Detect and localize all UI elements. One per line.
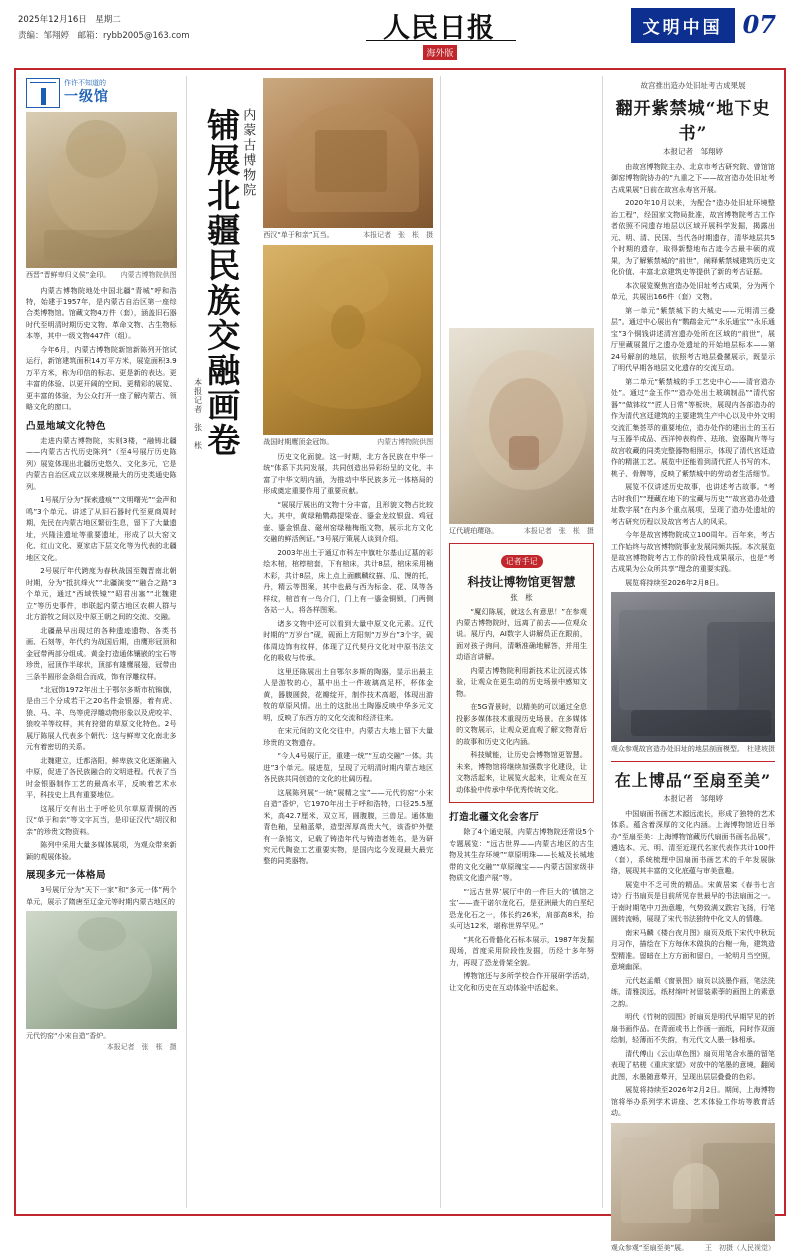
paper-badge: 海外版 (423, 45, 456, 60)
section-header (631, 8, 782, 43)
figure-caption-4-text: 战国时期鹰顶金冠饰。 (263, 437, 334, 446)
figure-credit-4: 内蒙古博物院供图 (377, 437, 434, 446)
paragraph: 第一单元“紫禁城下的大城史——元明清三叠层”。通过中心展出有“鹦鹉金元”“永乐通宝”“永乐通宝”3个铜钱讲述清宫遗办处所在区域的“前世”，展厅里藏展置厅之遗办处遗址的开始地层标本——第24号解剖的地层，依照考古地层叠摞展示，既显示了明代早期各地层文化遗存的交流互动。 (610, 305, 776, 373)
article2-title: 翻开紫禁城“地下史书” (615, 99, 771, 144)
left-body-2 (26, 435, 177, 862)
column-right (606, 74, 780, 1252)
masthead-date: 2025年12月16日 星期二 (18, 15, 121, 25)
column-center (259, 74, 437, 1210)
figure-caption-2 (26, 1031, 177, 1051)
photo-gold-crown (263, 245, 433, 435)
paragraph: 2020年10月以来，为配合“造办处旧址环境整治工程”，经国家文物局批准，故宫博物院考古工作者依照不同遗存地层以区域开展科学发掘，揭露出元、明、清、民国、当代各时期遗存，清华地层共5个时期的遗存，取得新整地布古迹今古最丰硕的成果，为了解紫禁城的“前世”，阐释紫禁城建筑历史文化价值、丰富北京建筑史等提供了新的考古证据。 (610, 198, 776, 277)
paragraph: 这展厅交有出土于呼伦贝尔草原青铜的西汉“单于和亲”等文字瓦当，是印证汉代“胡汉和亲”的珍贵文物资料。 (26, 803, 177, 836)
paragraph: 北疆最早出现过的各种遗迹遗物、各类书画、石刻等，年代约为战国后期，由鹰形冠顶和金冠带两部分组成。黄金打造通体镶嵌的宝石等珍贵，冠顶作半球状，顶部有雄鹰展翅，冠带由三条半圆形金条组合而成，饰有浮雕纹样。 (26, 625, 177, 681)
paragraph: 展览不仅讲述历史故事，也讲述考古故事。“考古时我们”“理藏在地下的宝藏与历史”“故宫造办处遗址数字展”在内多个重点展项，呈现了造办处遗址的考古研究历程以及故宫考古人的风采。 (610, 482, 776, 526)
figure-caption-3-text: 西汉“单于和亲”瓦当。 (263, 231, 334, 239)
paragraph: 今年是故宫博物院成立100周年。百年来，考古工作始终与故宫博物院事业发展同频共振。本次展览是故宫博物院考古工作的阶段性成果展示，也是“考古成果为公众所共享”理念的重要实践。 (610, 530, 776, 574)
left-body-3 (26, 884, 177, 907)
paragraph: 中国扇面书画艺术源远流长，形成了独特的艺术体系。蕴含着深厚的文化内涵。上海博物馆近日举办“至扇至美：上海博物馆藏历代扇面书画名品展”，遴选本、元、明、清至近现代名家代表作共计100件（套），系统梳理中国扇面书画艺术的千年发展脉络，展现其丰富的文化底蕴与审美意趣。 (610, 808, 776, 876)
photo-yuan-censer (26, 911, 177, 1029)
figure-credit-2: 本报记者 张 枨 摄 (106, 1042, 177, 1051)
reporter-note-box (449, 543, 594, 804)
paragraph: 今年6月，内蒙古博物院新馆新陈列开馆试运行，新馆建筑面积14万平方米，展览面积3.9万平方米，称为印信的标志、更是新的表达。更丰富的体验、以更开阔的空间、更精彩的展览、更丰富的体验，为公众打开一座了解内蒙古、领略文化的窗口。 (26, 344, 177, 412)
paragraph: 博物馆还与多所学校合作开展研学活动，让文化和历史在互动体验中活起来。 (449, 971, 594, 992)
column-4 (444, 74, 599, 1210)
paragraph: 北魏建立，迁都洛阳，鲜卑族文化逐渐融入中原，促进了各民族融合的文明进程。代表了当时金银器制作工艺的最高水平，反映着艺术水平，科技史上具有重要地位。 (26, 755, 177, 800)
note-tag: 记者手记 (501, 555, 543, 568)
photo-amber-necklace (449, 328, 594, 524)
paragraph: 展览中不乏可贵的精品。宋黄居寀《春书七言诗》行书扇页是目前所见存世最早的书法扇面之一。于南时期笔中刀劲意趣，气势致满又跌宕飞扬，行笔圆转流畅，展现了宋代书法独特中化文人的情趣。 (610, 879, 776, 924)
paragraph: 2003年出土于通辽市科左中旗吐尔基山辽墓的彩绘木棺，棺椁棺套，下有棺床，共计8层，棺床采用楠木彩，共计8层，床上点上面麒麟纹描、瓜、馒的托，丹，精云等图案，其中也最与西为标金、花、凤等各样纹，棺首有一鸟介门，门上有一鎏金铜锁，门两侧各站一人，将各样图案。 (263, 547, 434, 615)
figure-credit-7: 王 初摄（人民视觉） (705, 1243, 776, 1252)
figure-caption-1 (26, 270, 177, 281)
col4-body (449, 826, 594, 993)
note-body (456, 606, 587, 796)
paper-name: 人民日报 (383, 13, 495, 44)
figure-caption-6-text: 观众参观故宫造办处旧址的地层剖面模型。 (610, 745, 744, 754)
paragraph: 这展陈列展“一统”展精之宝”——元代钧窑“小宋自造”香炉，它1970年出土于呼和浩特，口径25.5厘米，高42.7厘米，双立耳，圆腹腹，三兽足。通体施青色釉，呈釉蓝晕，造型浑厚高贵大气，该香炉外壁有一条铭文，记载了铸造年代与铸造者姓名，是为研究元代陶瓷工艺重要实物，是国内迄今发现最大最完整的同类器物。 (263, 787, 434, 866)
paragraph: 明代《竹树的园图》折扇页是明代早期罕见的折扇书画作品。在青面或书上作画一面纸，同时作双面绘制，轻薄而不失韵，有元代文人墨一脉相承。 (610, 1012, 776, 1045)
logo-main-text: 一级馆 (64, 89, 109, 106)
paragraph: 在宋元间的文化交往中，内蒙古大地上留下大量珍贵的文物遗存。 (263, 726, 434, 747)
paragraph: “今人4号展厅正，重建一统”“互动交融”一体。共进”3个单元。展进览，呈现了元明清时期内蒙古地区各民族共同创造的文化的壮阔历程。 (263, 751, 434, 784)
divider (186, 76, 187, 1208)
paragraph: 元代赵孟頫《窗景图》扇页以淡墨作画，笔法洗练，清雅淡远，纸材绵叶衬留装素荸的画图上的素意之韵。 (610, 975, 776, 1008)
paragraph: 由故宫博物院主办、北京市考古研究院、曾馆馆御窑博物院协办的“九重之下——故宫造办处旧址考古成果展”日前在故宫永寿宫开展。 (610, 162, 776, 194)
paragraph: 本次展览聚焦宫造办处旧址考古成果，分为两个单元，共展出166件（套）文物。 (610, 280, 776, 302)
subhead-3: 打造北疆文化会客厅 (449, 812, 540, 824)
photo-han-tile (263, 78, 433, 228)
masthead (14, 0, 786, 58)
article3-body (611, 808, 775, 1119)
paragraph: 1号展厅分为“探索遗痕”“文明曙光”“金声和鸣”3个单元。讲述了从旧石器时代至夏商周时期，先民在内蒙古地区繁衍生息，留下了大量遗址，兴隆洼遗址等重要遗址，形成了以大窑文化、红山文化、夏家店下层文化等为代表的北疆地区文化。 (26, 495, 177, 562)
paragraph: 展览将持续至2026年2月8日。 (625, 577, 724, 587)
paragraph: 内蒙古博物院地处中国北疆“青城”呼和浩特，始建于1957年，是内蒙古自治区第一座综合类博物馆。馆藏文物4万件（套），涵盖旧石器时代至明清时期历史文物、革命文物、古生物标本等，其中一级文物447件（组）。 (26, 285, 177, 341)
note-byline: 张 枨 (510, 592, 533, 602)
article2-byline: 本报记者 邹翔婷 (662, 147, 723, 156)
subhead-1: 凸显地域文化特色 (26, 420, 107, 432)
paragraph: “魔幻陈展，就这么有意思！”在参观内蒙古博物院时，远离了前去——位观众说。展厅内，AI数字人讲解员正在跟前，面对孩子询问，清晰准确地解答，并用生动语言讲解。 (456, 606, 587, 662)
center-body (263, 451, 433, 867)
figure-caption-1-text: 西晋“晋鲜卑归义侯”金印。 (26, 271, 111, 279)
content-frame (14, 68, 786, 1252)
paragraph: 诸多文物中还可以看到大量中原文化元素。辽代时期的“万岁台”砚，砚面上方阳刻“万岁台”3个字，砚体周边饰有纹样，体现了辽代契丹文化对中原书法文化的吸收与传承。 (263, 618, 434, 663)
figure-caption-6 (611, 744, 775, 755)
figure-caption-7 (611, 1243, 775, 1253)
left-body (26, 285, 177, 413)
figure-caption-5-text: 辽代琥珀璎珞。 (449, 527, 499, 535)
photo-fan-exhibition (611, 1123, 775, 1241)
paragraph: 走进内蒙古博物院，实则3楼，“融铸北疆——内蒙古古代历史陈列”（至4号展厅历史陈列）展览体现出北疆历史悠久、文化多元，它是内蒙古自治区成立以来规模最大的历史类通史陈列。 (26, 435, 177, 491)
paragraph: “北冠饰1972年出土于鄂尔多斯市杭锦旗，是由三个分成若干之20名件金银器，着有虎、狼、马、羊、鸟等虎浮雕动物形象以及虎咬羊、狼咬羊等纹样，其有狩猎的草原文化特色。2号展厅陈展人代表多个朝代：这与鲜卑文化南北多元有着密切的关系。 (26, 685, 177, 752)
paragraph: “展展厅展出的文物十分丰富，且形貌文物占比较大。其中，黄绿釉鹦鹉提梁壶、鎏金龙纹银盘、鸡冠壶、鎏金银盘、磁州窑绿釉梅瓶文物，展示北方文化交融的鲜活例证。”3号展厅策展人谈到介绍。 (263, 499, 434, 544)
divider (602, 76, 603, 1208)
article3-title: 在上博品“至扇至美” (614, 770, 772, 790)
column-headline (190, 74, 260, 1210)
photo-gold-seal (26, 112, 177, 268)
paragraph: 除了4个通史展，内蒙古博物院还常设5个专题展览：“远古世界——内蒙古地区的古生物及其生存环境”“草原明珠——长城及长城地带的文化交融”“草原瑰宝——内蒙古国家级非物质文化遗产展”等。 (449, 827, 594, 883)
masthead-contact: 责编：邹翔婷 邮箱：rybb2005@163.com (18, 31, 190, 42)
figure-caption-4 (263, 437, 433, 448)
article2-body (611, 161, 775, 588)
page-number: 07 (735, 8, 782, 43)
section-badge: 文明中国 (631, 8, 735, 43)
paragraph: “其化石骨骼化石标本展示，1987年发掘现场，首度采用阶段性发掘，历经十多年努力，再现了恐龙骨架全貌。 (449, 934, 594, 967)
section-rule (611, 761, 775, 762)
headline-byline: 本报记者 张 枨 (193, 378, 203, 450)
figure-credit-6: 杜建坡摄 (747, 745, 776, 754)
first-class-museum-logo (26, 78, 177, 108)
paragraph: 清代傅山《云山草色图》扇页用笔含水墨的留笔表现了枯槎《重庆家望》对放中的笔墨的意境，翻阅此图，水墨随意晕开，呈现出层层叠叠的色彩。 (610, 1048, 776, 1081)
headline-title: 铺展北疆民族交融画卷 (202, 108, 242, 458)
paragraph: 历史文化面貌。这一时期，北方各民族在中华一统“体系下共同发展，共同创造出异彩纷呈的文化，丰富了中华文明内涵，为推动中华民族多元一体格局的形成奠定重要作用了重要贡献。 (263, 452, 434, 496)
paragraph: 科技赋能，让历史会博物馆更智慧。未来，博物馆将继续加强数字化建设，让文物活起来，让展览火起来，让观众在互动体验中传承中华优秀传统文化。 (456, 750, 587, 794)
figure-caption-2-text: 元代钧窑“小宋自造”香炉。 (26, 1032, 111, 1041)
paragraph: 第二单元“紫禁城的手工艺史中心——清官造办处”。通过“金玉作”“造办处出土玻璃制品”“清代窑器”“做钵纹”“匠人日常”等板块，展现内各部造办的作为清代宫廷建筑的主要建筑生产中心以及中外文明交流汇集荟萃的重要地位，造办处作的建出土的玉石与玉器半成品、西洋钟表构件、珐琅、瓷器陶片等与故宫收藏的同类完整器物相照示，体现了清代宫廷造作的精湛工艺。展览中还能看到清代匠人书写的木、桃子、骨牌等，反映了紫禁城中的劳动者生活细节。 (610, 376, 776, 478)
article2-kicker: 故宫推出造办处旧址考古成果展 (640, 81, 746, 90)
paragraph: 在5G背景时，以精美的可以通过全息投影多媒体技术重现历史场景。在多媒体的文物展示，让观众更直观了解文物背后的故事和历史文化内涵。 (456, 702, 587, 746)
paragraph: 陈列中采用大量多媒体展项，为观众带来新颖的观展体验。 (26, 840, 177, 861)
column-left (20, 74, 183, 1210)
paper-logo (369, 6, 509, 66)
masthead-meta (18, 12, 190, 44)
photo-exhibition-hall (611, 592, 775, 742)
divider (440, 76, 441, 1208)
paragraph: 这里还陈展出土自鄂尔多斯的陶器，显示出最主人是游牧的心，墓中出土一件玻璃高足杯，杯体金黄，器腹圆鼓，花瓣绽开，制作技术高超，体现出游牧的草原风情。出土的这批出土陶器反映中华多元文明，反映了东西方的文化交流和经济往来。 (263, 666, 434, 722)
figure-caption-5 (449, 526, 594, 537)
figure-credit-5: 本报记者 张 枨 摄 (523, 527, 594, 535)
paragraph: 内蒙古博物院利用新技术让沉浸式体验，让观众在更生动的历史场景中感知文物。 (456, 665, 587, 698)
paragraph: “‘远古世界’展厅中的一件巨大的‘镇馆之宝’——查干诺尔龙化石，是亚洲最大的白垩纪恐龙化石之一，体长约26米，肩部高8米，抬头可达12米，堪称世界罕见。” (449, 886, 594, 931)
figure-caption-3 (263, 230, 433, 241)
museum-building-icon (26, 78, 60, 108)
figure-caption-7-text: 观众参观“至扇至美”展。 (610, 1243, 689, 1252)
masthead-rule (366, 40, 516, 41)
paragraph: 2号展厅年代跨度为春秋战国至魏晋南北朝时期，分为“抵抗烽火”“北疆演变”“融合之路”3个单元，通过“西域铁镜”“昭君出塞”“北魏建立”等历史事件，串联起内蒙古地区农耕人群与北方游牧之间以及中原王朝之间的交流、交融。 (26, 566, 177, 622)
paragraph: 3号展厅分为“天下一家”和“多元一体”两个单元，展示了隋唐至辽金元等时期内蒙古地区的 (26, 885, 177, 906)
paragraph: 南宋马麟《楼台夜月图》扇页及纸下宋代中秋玩月习作，描绘在下方每休木做执的台榭一角，建筑造型精准。留暗在上方方面和留白，一轮明月当空照，意境幽深。 (610, 927, 776, 972)
article3-byline: 本报记者 邹翔婷 (662, 793, 723, 803)
headline-museum: 内蒙古博物院 (240, 108, 256, 198)
paragraph: 展览将持续至2026年2月2日。期间，上海博物馆将举办系列学术讲座、艺术体验工作坊等教育活动。 (610, 1085, 776, 1118)
figure-credit-1: 内蒙古博物院供图 (120, 271, 177, 279)
figure-credit-3: 本报记者 张 枨 摄 (363, 231, 434, 239)
note-title: 科技让博物馆更智慧 (467, 574, 576, 589)
logo-top-text: 作许不知道的 (64, 79, 106, 88)
subhead-2: 展现多元一体格局 (26, 870, 107, 882)
